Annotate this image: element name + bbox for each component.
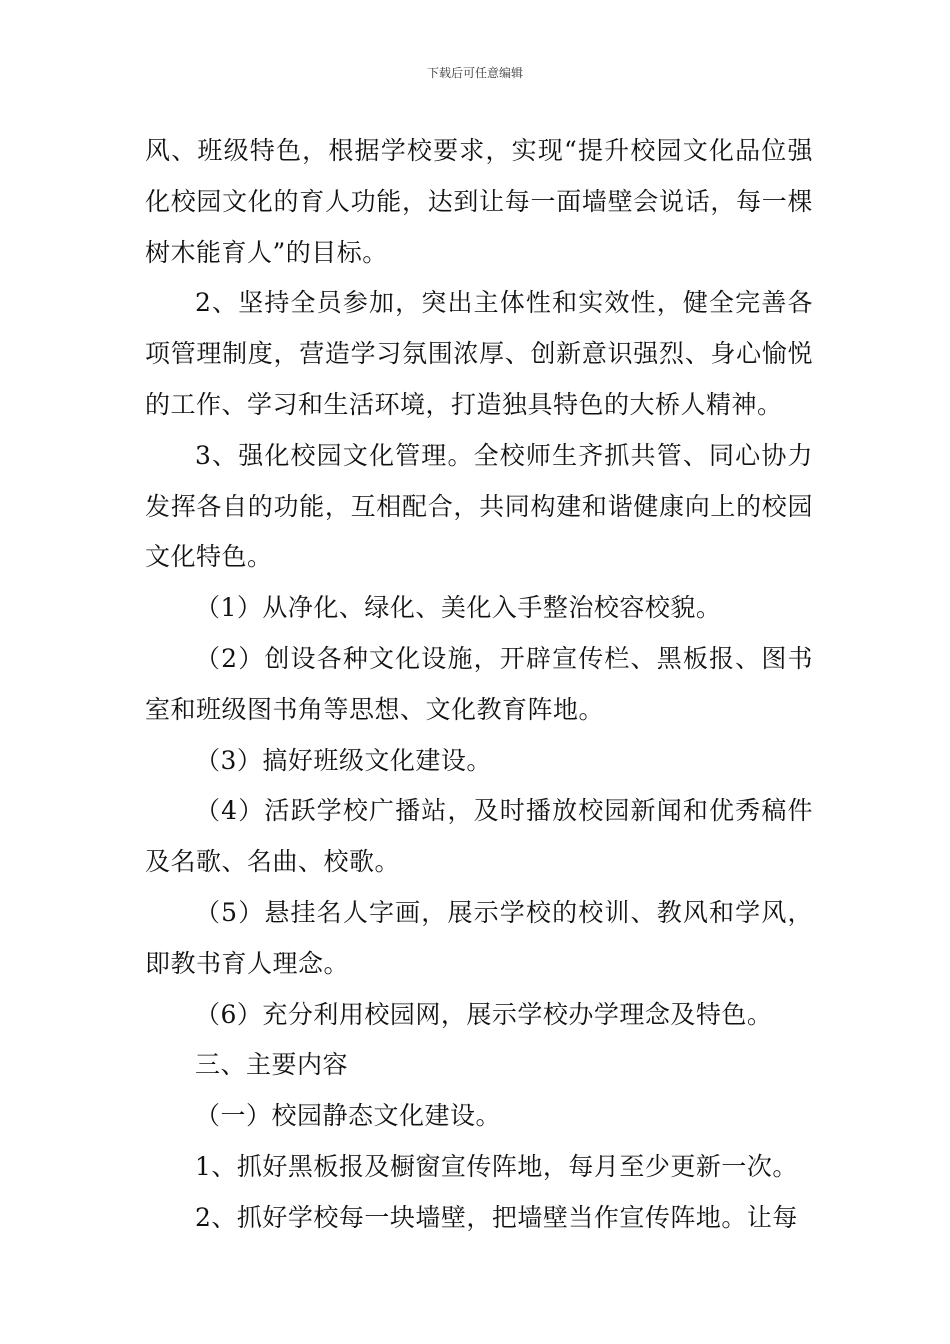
paragraph-8: （5）悬挂名人字画，展示学校的校训、教风和学风，即教书育人理念。 (145, 897, 813, 978)
paragraph-9: （6）充分利用校园网，展示学校办学理念及特色。 (195, 999, 773, 1029)
paragraph-7: （4）活跃学校广播站，及时播放校园新闻和优秀稿件及名歌、名曲、校歌。 (145, 796, 813, 877)
paragraph-2: 2、坚持全员参加，突出主体性和实效性，健全完善各项管理制度，营造学习氛围浓厚、创新意识强烈、身心愉悦的工作、学习和生活环境，打造独具特色的大桥人精神。 (145, 288, 813, 419)
paragraph-12: 1、抓好黑板报及橱窗宣传阵地，每月至少更新一次。 (195, 1151, 798, 1181)
paragraph-13: 2、抓好学校每一块墙壁，把墙壁当作宣传阵地。让每 (195, 1202, 798, 1232)
paragraph-3: 3、强化校园文化管理。全校师生齐抓共管、同心协力发挥各自的功能，互相配合，共同构建和谐健康向上的校园文化特色。 (145, 440, 813, 572)
paragraph-5: （2）创设各种文化设施，开辟宣传栏、黑板报、图书室和班级图书角等思想、文化教育阵地。 (145, 643, 813, 724)
page-header: 下载后可任意编辑 (426, 66, 523, 80)
paragraph-6: （3）搞好班级文化建设。 (195, 745, 492, 775)
document-body (145, 126, 813, 1244)
subsection-heading: （一）校园静态文化建设。 (195, 1101, 502, 1131)
paragraph-4: （1）从净化、绿化、美化入手整治校容校貌。 (195, 593, 722, 623)
paragraph-1: 风、班级特色，根据学校要求，实现“提升校园文化品位强化校园文化的育人功能，达到让每一面墙壁会说话，每一棵树木能育人”的目标。 (145, 136, 813, 267)
section-heading: 三、主要内容 (195, 1050, 349, 1080)
